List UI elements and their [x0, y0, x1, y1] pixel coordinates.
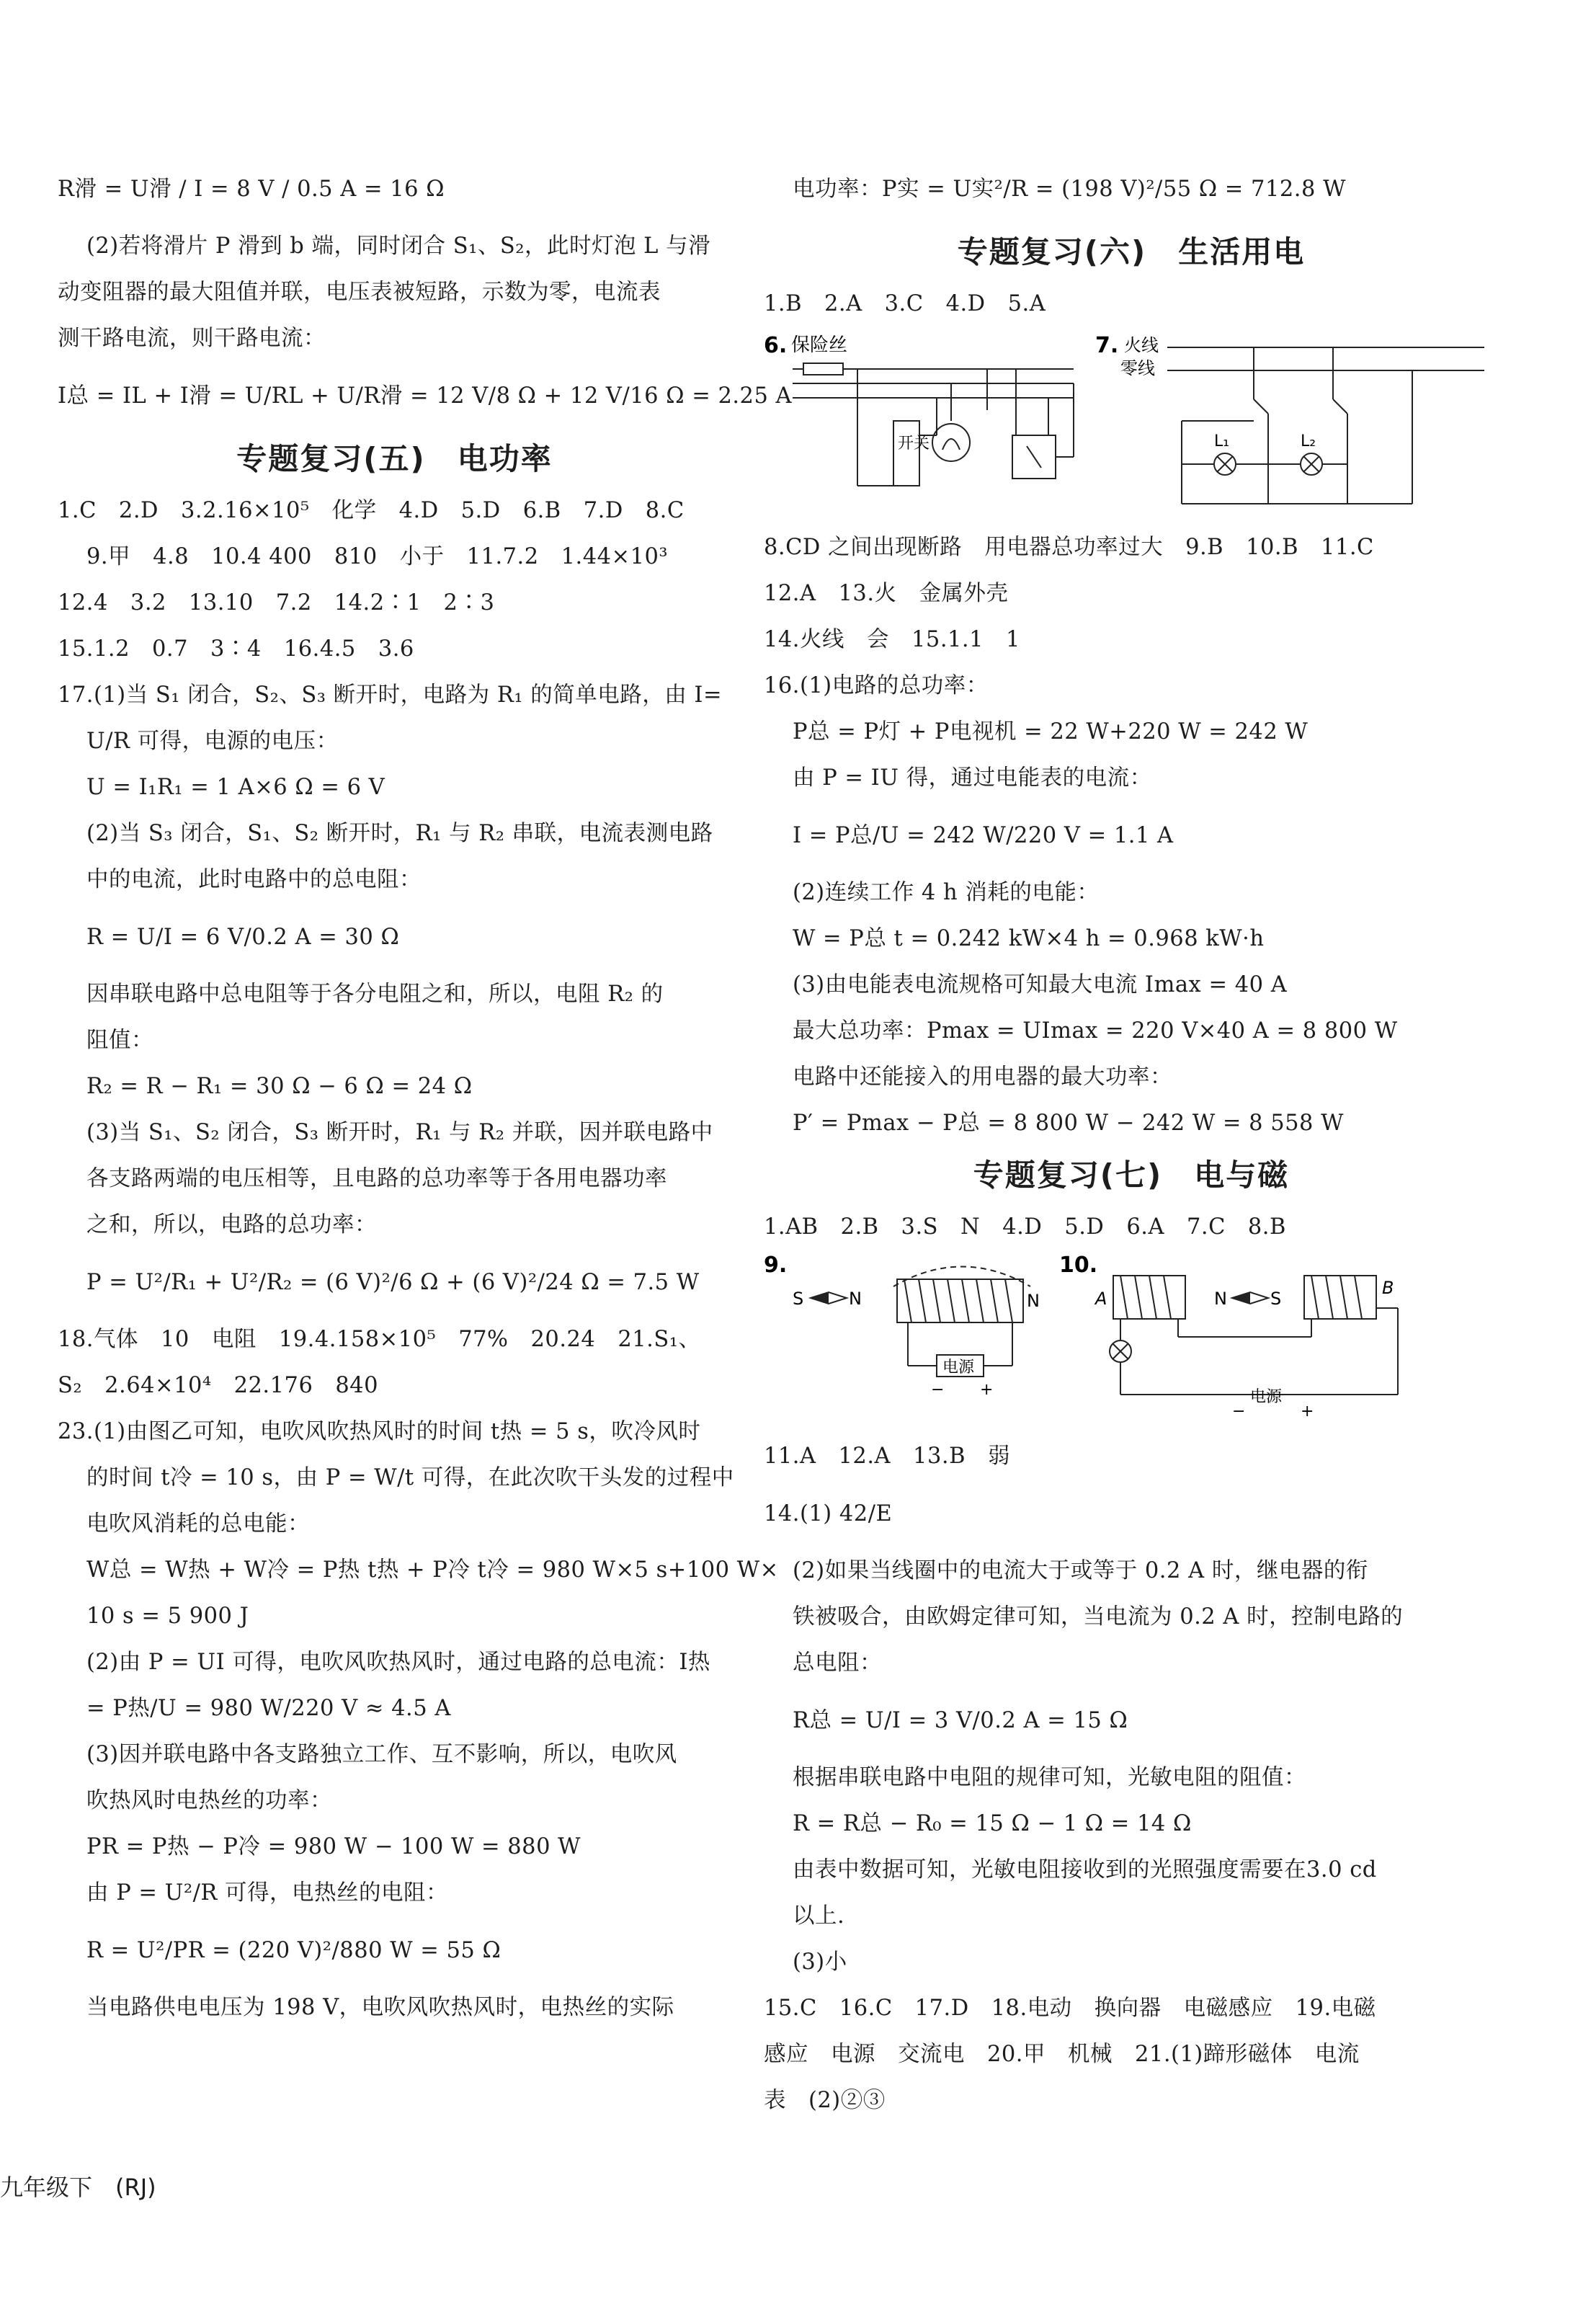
q17-line: 中的电流，此时电路中的总电阻： [86, 867, 422, 892]
solenoid-n-label: N [1027, 1291, 1040, 1311]
q14-line: 14.(1) 42/E [764, 1501, 893, 1526]
right-column [764, 155, 1499, 2124]
q16-line: (3)由电能表电流规格可知最大电流 Imax = 40 A [793, 972, 1288, 997]
answer-line: 12.4 3.2 13.10 7.2 14.2∶1 2∶3 [58, 590, 495, 615]
answer-line: 18.气体 10 电阻 19.4.158×10⁵ 77% 20.24 21.S₁、 [58, 1327, 701, 1352]
q23-line: 吹热风时电热丝的功率： [86, 1788, 332, 1813]
figures-9-10 [764, 1250, 1499, 1433]
answer-line: 表 (2)②③ [764, 2088, 886, 2113]
answer-line: 15.C 16.C 17.D 18.电动 换向器 电磁感应 19.电磁 [764, 1996, 1376, 2021]
answer-line: 12.A 13.火 金属外壳 [764, 581, 1009, 606]
q16-line: 16.(1)电路的总功率： [764, 673, 989, 698]
q17-line: 因串联电路中总电阻等于各分电阻之和，所以，电阻 R₂ 的 [86, 982, 664, 1007]
q16-line: W = P总 t = 0.242 kW×4 h = 0.968 kW·h [793, 926, 1265, 951]
q17-line: 各支路两端的电压相等，且电路的总功率等于各用电器功率 [86, 1166, 667, 1191]
q16-line: P总 = P灯 + P电视机 = 22 W+220 W = 242 W [793, 719, 1309, 744]
q16-line: 由 P = IU 得，通过电能表的电流： [793, 765, 1152, 791]
neutral-wire-label: 零线 [1120, 358, 1155, 378]
q17-line: 17.(1)当 S₁ 闭合，S₂、S₃ 断开时，电路为 R₁ 的简单电路，由 I= [58, 683, 723, 708]
answer-line: 15.1.2 0.7 3∶4 16.4.5 3.6 [58, 636, 414, 662]
fig-number: 9. [764, 1253, 788, 1278]
q17-line: U/R 可得，电源的电压： [86, 729, 339, 754]
answer-line: 8.CD 之间出现断路 用电器总功率过大 9.B 10.B 11.C [764, 535, 1374, 560]
text-line: R滑 = U滑 / I = 8 V / 0.5 A = 16 Ω [58, 177, 445, 202]
q16-line: 电路中还能接入的用电器的最大功率： [793, 1064, 1172, 1090]
text-line: 电功率：P实 = U实²/R = (198 V)²/55 Ω = 712.8 W [793, 177, 1346, 202]
circuit-diagrams-6-7 [764, 327, 1484, 522]
q14-line: 根据串联电路中电阻的规律可知，光敏电阻的阻值： [793, 1765, 1306, 1790]
fig-number: 10. [1059, 1253, 1098, 1278]
fuse-label: 保险丝 [791, 334, 848, 356]
answer-line: 14.火线 会 15.1.1 1 [764, 627, 1020, 652]
text-line: 动变阻器的最大阻值并联，电压表被短路，示数为零，电流表 [58, 280, 661, 305]
lamp-l2-label: L₂ [1301, 432, 1316, 450]
q23-line: 由 P = U²/R 可得，电热丝的电阻： [86, 1880, 449, 1906]
compass-n-label: N [849, 1289, 862, 1309]
q14-line: R总 = U/I = 3 V/0.2 A = 15 Ω [793, 1708, 1128, 1733]
section-heading-6: 专题复习(六) 生活用电 [957, 234, 1306, 270]
answer-line: 1.AB 2.B 3.S N 4.D 5.D 6.A 7.C 8.B [764, 1214, 1286, 1240]
q17-line: 阻值： [86, 1028, 153, 1053]
coil-a-label: A [1095, 1289, 1107, 1309]
q17-line: (3)当 S₁、S₂ 闭合，S₃ 断开时，R₁ 与 R₂ 并联，因并联电路中 [86, 1120, 713, 1145]
q23-line: (2)由 P = UI 可得，电吹风吹热风时，通过电路的总电流：I热 [86, 1650, 710, 1675]
fig-number: 6. [764, 333, 788, 358]
q23-line: 电吹风消耗的总电能： [86, 1511, 310, 1537]
lamp-icon [932, 424, 970, 461]
q14-line: 铁被吸合，由欧姆定律可知，当电流为 0.2 A 时，控制电路的 [793, 1604, 1404, 1629]
q14-line: 总电阻： [793, 1650, 882, 1676]
compass-s-label: S [793, 1289, 804, 1309]
q23-line: 10 s = 5 900 J [86, 1604, 249, 1629]
q23-line: 的时间 t冷 = 10 s，由 P = W/t 可得，在此次吹干头发的过程中 [86, 1465, 734, 1490]
switch-box-icon [893, 421, 919, 486]
q23-line: 23.(1)由图乙可知，电吹风吹热风时的时间 t热 = 5 s，吹冷风时 [58, 1419, 701, 1444]
lamp-l1-label: L₁ [1214, 432, 1230, 450]
answer-line: 1.C 2.D 3.2.16×10⁵ 化学 4.D 5.D 6.B 7.D 8.C [58, 498, 685, 523]
q16-line: P′ = Pmax − P总 = 8 800 W − 242 W = 8 558 W [793, 1111, 1345, 1136]
live-wire-label: 火线 [1124, 335, 1159, 355]
answer-line: S₂ 2.64×10⁴ 22.176 840 [58, 1373, 379, 1398]
q14-line: 以上. [793, 1903, 845, 1929]
page-footer: 九年级下 (RJ) [0, 2174, 156, 2201]
section-heading-5: 专题复习(五) 电功率 [236, 441, 553, 476]
switch-icon [1333, 399, 1347, 414]
q23-line: W总 = W热 + W冷 = P热 t热 + P冷 t冷 = 980 W×5 s+100 W× [86, 1557, 779, 1583]
fuse-icon [803, 363, 843, 375]
left-column [58, 155, 793, 2031]
figures-6-7 [764, 327, 1499, 525]
q23-line: = P热/U = 980 W/220 V ≈ 4.5 A [86, 1696, 451, 1721]
switch-icon [1254, 399, 1268, 414]
q17-line: R₂ = R − R₁ = 30 Ω − 6 Ω = 24 Ω [86, 1074, 473, 1099]
answer-line: 9.甲 4.8 10.4 400 810 小于 11.7.2 1.44×10³ [86, 544, 669, 569]
plus-label: + [980, 1381, 994, 1399]
answer-line: 1.B 2.A 3.C 4.D 5.A [764, 291, 1046, 316]
q23-line: 当电路供电电压为 198 V，电吹风吹热风时，电热丝的实际 [86, 1995, 674, 2020]
compass-n-label: N [1214, 1289, 1227, 1309]
power-label: 电源 [1250, 1388, 1283, 1406]
plus-label: + [1301, 1402, 1314, 1420]
q14-line: (3)小 [793, 1949, 847, 1975]
q17-line: P = U²/R₁ + U²/R₂ = (6 V)²/6 Ω + (6 V)²/24 Ω = 7.5 W [86, 1270, 700, 1295]
minus-label: − [1232, 1402, 1246, 1420]
q23-line: R = U²/PR = (220 V)²/880 W = 55 Ω [86, 1938, 501, 1963]
section-heading-7: 专题复习(七) 电与磁 [973, 1157, 1290, 1193]
q23-line: (3)因并联电路中各支路独立工作、互不影响，所以，电吹风 [86, 1742, 677, 1767]
q14-line: (2)如果当线圈中的电流大于或等于 0.2 A 时，继电器的衔 [793, 1558, 1368, 1583]
text-line: (2)若将滑片 P 滑到 b 端，同时闭合 S₁、S₂，此时灯泡 L 与滑 [86, 234, 711, 259]
fig-number: 7. [1095, 333, 1119, 358]
coil-b-label: B [1382, 1278, 1394, 1298]
q14-line: 由表中数据可知，光敏电阻接收到的光照强度需要在3.0 cd [793, 1857, 1377, 1882]
text-line: 测干路电流，则干路电流： [58, 326, 326, 351]
q17-line: 之和，所以，电路的总功率： [86, 1212, 377, 1237]
q16-line: I = P总/U = 242 W/220 V = 1.1 A [793, 823, 1174, 848]
solenoid-icon [897, 1279, 1023, 1322]
q16-line: (2)连续工作 4 h 消耗的电能： [793, 880, 1100, 905]
q17-line: U = I₁R₁ = 1 A×6 Ω = 6 V [86, 775, 385, 800]
power-label: 电源 [942, 1359, 975, 1377]
compass-s-label: S [1270, 1289, 1282, 1309]
q23-line: PR = P热 − P冷 = 980 W − 100 W = 880 W [86, 1834, 581, 1859]
q17-line: (2)当 S₃ 闭合，S₁、S₂ 断开时，R₁ 与 R₂ 串联，电流表测电路 [86, 821, 713, 846]
answer-line: 感应 电源 交流电 20.甲 机械 21.(1)蹄形磁体 电流 [764, 2042, 1360, 2067]
magnet-diagrams-9-10 [764, 1250, 1484, 1431]
switch-label: 开关 [898, 435, 930, 453]
answer-line: 11.A 12.A 13.B 弱 [764, 1444, 1010, 1469]
minus-label: − [931, 1381, 945, 1399]
q16-line: 最大总功率：Pmax = UImax = 220 V×40 A = 8 800 W [793, 1018, 1398, 1044]
text-line: I总 = IL + I滑 = U/RL + U/R滑 = 12 V/8 Ω + 12 V/16 Ω = 2.25 A [58, 383, 793, 409]
q17-line: R = U/I = 6 V/0.2 A = 30 Ω [86, 925, 400, 950]
q14-line: R = R总 − R₀ = 15 Ω − 1 Ω = 14 Ω [793, 1811, 1192, 1836]
